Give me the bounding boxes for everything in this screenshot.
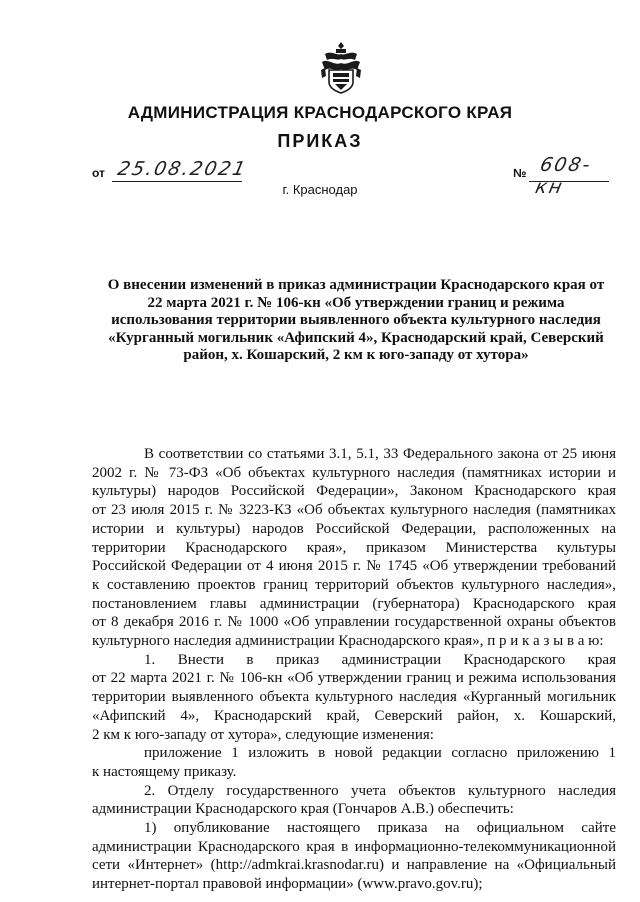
body-line: культурного наследия администрации Краснодарского края», п р и к а з ы в а ю: <box>92 633 604 650</box>
body-line: территории выявленного объекта культурного наследия «Курганный могильник <box>92 689 616 706</box>
coat-of-arms-icon <box>319 40 363 94</box>
heading-line: район, х. Кошарский, 2 км к юго-западу от хутора» <box>183 347 529 364</box>
order-body <box>92 445 616 894</box>
document-type: ПРИКАЗ <box>277 131 363 151</box>
handwritten-date: 25.08.2021 <box>115 158 250 180</box>
body-line: приложение 1 изложить в новой редакции согласно приложению 1 <box>144 745 616 762</box>
body-line: культуры) народов Российской Федерации», Законом Краснодарского края <box>92 483 616 500</box>
body-line: сети «Интернет» (http://admkrai.krasnodar.ru) и направление на «Официальный <box>92 857 616 874</box>
body-line: Российской Федерации от 4 июня 2015 г. № 1745 «Об утверждении требований <box>92 558 616 575</box>
body-line: администрации Краснодарского края в информационно-телекоммуникационной <box>92 838 616 855</box>
body-line: от 23 июля 2015 г. № 3223-КЗ «Об объектах культурного наследия (памятниках <box>92 502 616 519</box>
heading-line: О внесении изменений в приказ администрации Краснодарского края от <box>107 277 605 293</box>
body-line: к настоящему приказу. <box>92 763 237 780</box>
heading-line: «Курганный могильник «Афипский 4», Краснодарский край, Северский <box>108 329 604 346</box>
number-label: № <box>513 166 527 180</box>
body-line: от 22 марта 2021 г. № 106-кн «Об утверждении границ и режима использования <box>92 670 616 687</box>
body-line: истории и культуры) народов Российской Федерации, расположенных на <box>92 520 616 537</box>
body-line: к составлению проектов границ территорий объектов культурного наследия», <box>92 576 616 593</box>
handwritten-number: 608-кн <box>533 154 594 198</box>
order-subject-heading <box>96 277 616 365</box>
clause-1: 1. Внести в приказ администрации Краснодарского края <box>144 651 616 668</box>
heading-line: 22 марта 2021 г. № 106-кн «Об утверждении границ и режима <box>147 294 565 311</box>
subclause-1: 1) опубликование настоящего приказа на официальном сайте <box>144 820 616 837</box>
clause-2: 2. Отделу государственного учета объектов культурного наследия <box>144 782 616 799</box>
heading-line: использования территории выявленного объекта культурного наследия <box>111 312 601 329</box>
body-line: постановлением главы администрации (губернатора) Краснодарского края <box>92 595 616 612</box>
body-line: 2002 г. № 73-ФЗ «Об объектах культурного наследия (памятниках истории и <box>92 464 616 481</box>
body-line: администрации Краснодарского края (Гончаров А.В.) обеспечить: <box>92 801 514 818</box>
body-line: территории Краснодарского края», приказом Министерства культуры <box>92 539 616 556</box>
body-line: «Афипский 4», Краснодарский край, Северский район, х. Кошарский, <box>92 707 616 724</box>
body-line: В соответствии со статьями 3.1, 5.1, 33 Федерального закона от 25 июня <box>144 446 616 462</box>
administration-title: АДМИНИСТРАЦИЯ КРАСНОДАРСКОГО КРАЯ <box>127 103 513 122</box>
body-line: интернет-портал правовой информации» (www.pravo.gov.ru); <box>92 876 483 893</box>
body-line: 2 км к юго-западу от хутора», следующие изменения: <box>92 726 434 743</box>
body-line: от 8 декабря 2016 г. № 1000 «Об управлении государственной охраны объектов <box>92 614 616 631</box>
city-label: г. Краснодар <box>282 182 358 197</box>
date-label: от <box>92 166 105 180</box>
